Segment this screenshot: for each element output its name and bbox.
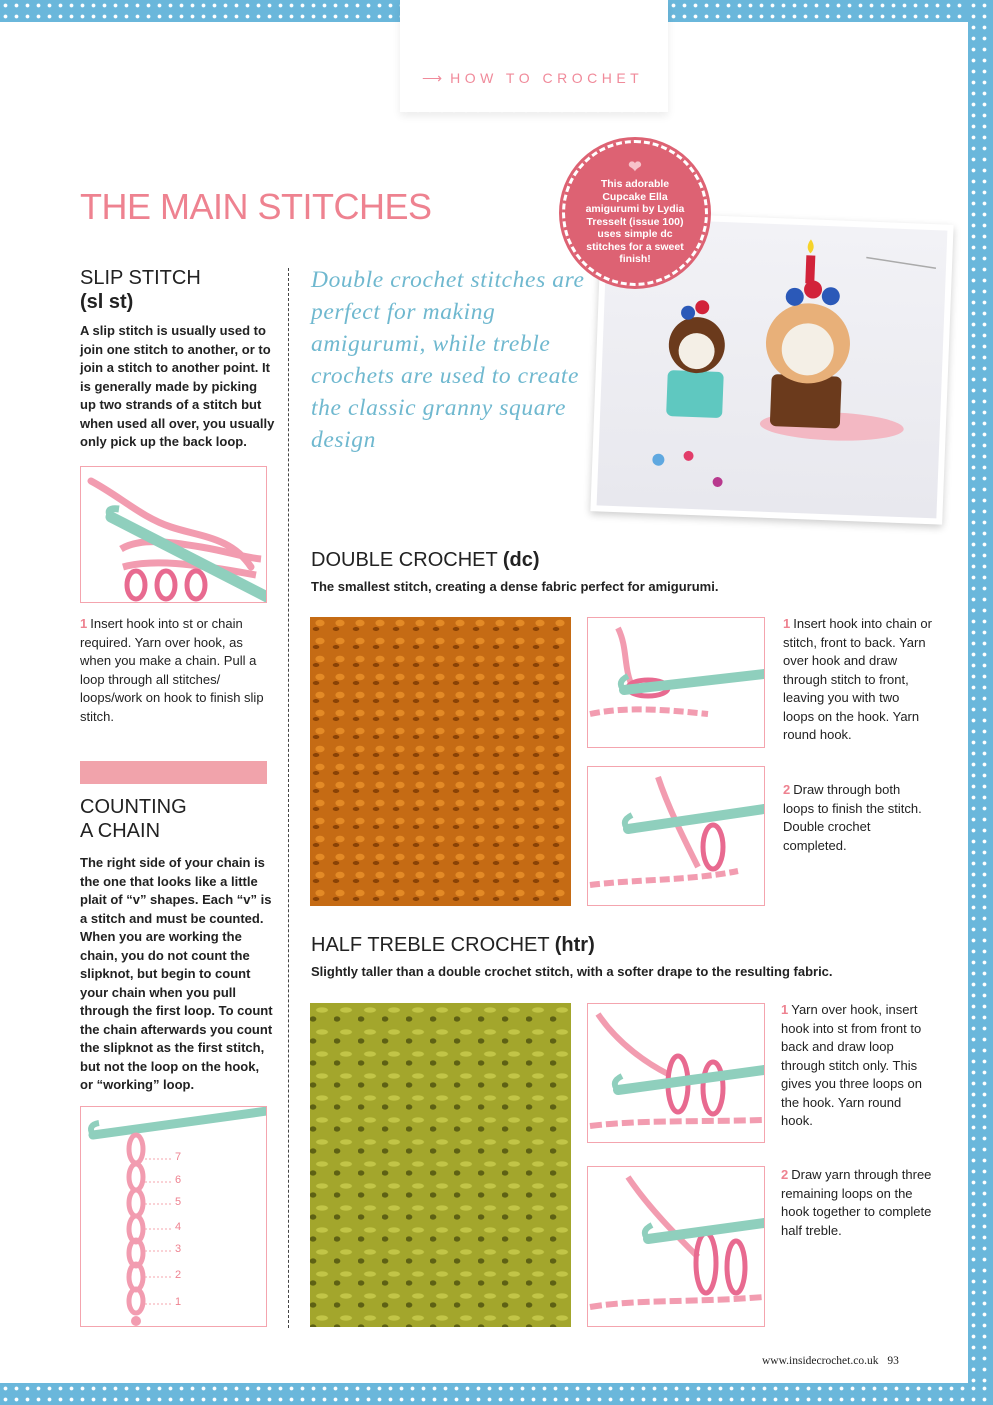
step-text: Insert hook into chain or stitch, front to back. Yarn over hook and draw through stitch to front, leaving you with two loops on the hook. Yarn round hook. [783,616,932,742]
double-crochet-diagram-2 [587,766,765,906]
step-text: Insert hook into st or chain required. Yarn over hook, as when you make a chain. Pull a loop through all stitches/ loops/work on hook to finish slip stitch. [80,616,264,724]
chain-number: 3 [175,1243,182,1255]
half-treble-title: HALF TREBLE CROCHET [311,934,550,956]
section-header-label: HOW TO CROCHET [450,70,644,86]
step-number: 2 [781,1167,789,1182]
chain-number: 4 [175,1221,182,1233]
half-treble-diagram-2 [587,1166,765,1327]
double-crochet-step-1 [783,615,933,745]
double-crochet-abbr: (dc) [502,549,540,571]
slip-stitch-step-1 [80,615,270,726]
column-divider [288,268,289,1328]
slip-stitch-abbr: (sl st) [80,291,134,313]
step-text: Draw yarn through three remaining loops on the hook together to complete half treble. [781,1167,932,1238]
half-treble-abbr: (htr) [554,934,595,956]
half-treble-step-1 [781,1001,936,1131]
double-crochet-subtitle: The smallest stitch, creating a dense fabric perfect for amigurumi. [311,579,719,594]
callout-badge [562,140,708,286]
step-text: Yarn over hook, insert hook into st from front to back and draw loop through stitch only. This gives you three loops on the hook. Yarn round hook. [781,1002,922,1128]
footer-url[interactable]: www.insidecrochet.co.uk [762,1355,879,1367]
chain-number: 5 [175,1196,182,1208]
page-number: 93 [887,1355,899,1367]
half-treble-heading [311,933,595,957]
step-text: Draw through both loops to finish the stitch. Double crochet completed. [783,782,922,853]
step-number: 1 [80,616,88,631]
header-tab [400,0,668,112]
counting-text: The right side of your chain is the one that looks like a little plait of “v” shapes. Each “v” is a stitch and must be counted. When you are working the chain, you do not count the slipknot, but begin to count your chain when you pull through the first loop. To count the chain afterwards you count the slipknot as the first stitch, but not the loop on the hook, or “working” loop. [80,855,273,1092]
chain-number: 6 [175,1174,182,1186]
chain-number: 7 [175,1151,182,1163]
pull-quote: Double crochet stitches are perfect for making amigurumi, while treble crochets are used to create the classic granny square design [311,267,585,453]
page-title: THE MAIN STITCHES [80,186,432,227]
step-number: 1 [781,1002,789,1017]
chain-number: 1 [175,1296,182,1308]
counting-heading [80,795,187,843]
pink-divider-bar [80,761,267,784]
step-number: 2 [783,782,791,797]
half-treble-diagram-1 [587,1003,765,1143]
counting-chain-diagram [80,1106,267,1327]
half-treble-step-2 [781,1166,936,1240]
dotted-border-top-left [0,0,400,22]
slip-stitch-intro: A slip stitch is usually used to join one stitch to another, or to join a stitch to another point. It is generally made by picking up two strands of a stitch but when used all over, you usually only pick up the back loop. [80,323,275,449]
double-crochet-swatch-photo [310,617,571,906]
section-header [422,70,643,87]
half-treble-swatch-photo [310,1003,571,1327]
chain-number: 2 [175,1269,182,1281]
dotted-border-right [968,0,993,1405]
double-crochet-step-2 [783,781,933,855]
dotted-border-bottom [0,1383,993,1405]
callout-badge-text: This adorable Cupcake Ella amigurumi by Lydia Tresselt (issue 100) uses simple dc stitches for a sweet finish! [585,178,685,266]
dotted-border-top-right [668,0,993,22]
counting-title-line-2: A CHAIN [80,820,161,842]
half-treble-subtitle: Slightly taller than a double crochet stitch, with a softer drape to the resulting fabric. [311,964,833,979]
double-crochet-diagram-1 [587,617,765,748]
slip-stitch-heading [80,266,201,314]
step-number: 1 [783,616,791,631]
double-crochet-heading [311,548,540,572]
page-footer [762,1355,899,1367]
slip-stitch-diagram [80,466,267,603]
arrow-icon: ⟶ [422,70,443,86]
heart-icon: ❤ [628,159,642,177]
counting-title-line-1: COUNTING [80,796,187,818]
slip-stitch-title: SLIP STITCH [80,267,201,289]
double-crochet-title: DOUBLE CROCHET [311,549,498,571]
